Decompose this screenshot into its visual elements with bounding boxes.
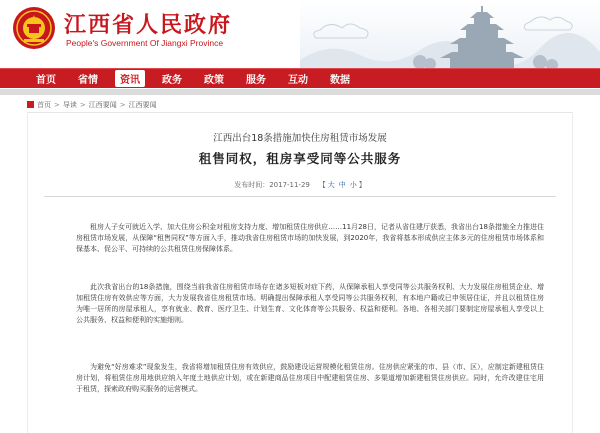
site-title[interactable]: 江西省人民政府 bbox=[64, 12, 233, 38]
breadcrumb-separator: > bbox=[119, 100, 126, 109]
nav-item-government-affairs[interactable]: 政务 bbox=[162, 75, 182, 86]
publish-date-label: 发布时间： bbox=[234, 181, 270, 189]
breadcrumb-home[interactable]: 首页 bbox=[37, 100, 51, 109]
breadcrumb-jiangxi-news-current[interactable]: 江西要闻 bbox=[128, 100, 157, 109]
national-emblem-icon[interactable] bbox=[12, 6, 56, 50]
article-divider bbox=[44, 196, 556, 197]
article-paragraph: 为避免“好房难求”现象发生，我省将增加租赁住房有效供应，鼓励建设运营规模化租赁住房。住房供应紧张的市、县（市、区），应制定新建租赁住房计划，将租赁住房用地供应纳入年度土地供应计划，或在新建商品住房项目中配建租赁住房、多渠道增加新建租赁住房供应。同时，允许改建住宅用于租赁，探索政府购买服务的运营模式。 bbox=[76, 363, 544, 393]
site-subtitle: People's Government Of Jiangxi Province bbox=[66, 38, 224, 48]
nav-item-services[interactable]: 服务 bbox=[246, 75, 266, 86]
font-size-large-link[interactable]: 大 bbox=[327, 181, 335, 189]
publish-date: 2017-11-29 bbox=[269, 181, 310, 189]
breadcrumb-jiangxi-news[interactable]: 江西要闻 bbox=[88, 100, 117, 109]
font-size-small-link[interactable]: 小 bbox=[349, 181, 357, 189]
font-size-bracket-open: 【 bbox=[318, 181, 326, 189]
font-size-bracket-close: 】 bbox=[358, 181, 366, 189]
nav-item-data[interactable]: 数据 bbox=[330, 75, 350, 86]
article bbox=[27, 114, 573, 433]
article-paragraph: 租房人子女可就近入学、加大住房公积金对租房支持力度、增加租赁住房供应……11月28日，记者从省住建厅获悉，我省出台18条措施全力推进住房租赁市场发展，从保障“租售同权”等方面入手，推动我省住房租赁市场的加快发展，到2020年，我省将基本形成供应主体多元的住房租赁市场体系和保基本、促公平、可持续的公共租赁住房保障体系。 bbox=[76, 223, 544, 253]
article-headline: 租售同权，租房享受同等公共服务 bbox=[198, 151, 402, 166]
home-icon bbox=[27, 101, 34, 108]
pavilion-skyline-illustration bbox=[300, 0, 600, 68]
article-paragraph: 此次我省出台的18条措施，围绕当前我省住房租赁市场存在诸多短板对症下药，从保障承租人享受同等公共服务权利、大力发展住房租赁企业、增加租赁住房有效供应等方面，大力发展我省住房租赁市场。明确提出保障承租人享受同等公共服务权利，有本地户籍或已申领居住证，并且以租赁住房为唯一居所的房屋承租人，享有就业、教育、医疗卫生、计划生育、文化体育等公共服务、权益和便利。各地、各相关部门要制定房屋承租人享受以上公共服务、权益和便利的实施细则。 bbox=[76, 283, 544, 324]
site-header bbox=[0, 0, 600, 68]
nav-item-province[interactable]: 省情 bbox=[78, 75, 98, 86]
breadcrumb bbox=[27, 97, 573, 113]
article-subhead: 江西出台18条措施加快住房租赁市场发展 bbox=[213, 133, 387, 144]
article-meta bbox=[28, 180, 572, 190]
nav-item-news[interactable]: 资讯 bbox=[115, 70, 145, 87]
nav-item-home[interactable]: 首页 bbox=[36, 75, 56, 86]
font-size-medium-link[interactable]: 中 bbox=[338, 181, 346, 189]
breadcrumb-separator: > bbox=[79, 100, 86, 109]
main-nav bbox=[0, 68, 600, 88]
nav-item-policy[interactable]: 政策 bbox=[204, 75, 224, 86]
font-size-control bbox=[319, 181, 366, 189]
nav-item-interaction[interactable]: 互动 bbox=[288, 75, 308, 86]
breadcrumb-separator: > bbox=[54, 100, 60, 109]
breadcrumb-guide[interactable]: 导读 bbox=[62, 100, 77, 109]
nav-sub-strip bbox=[0, 89, 600, 95]
